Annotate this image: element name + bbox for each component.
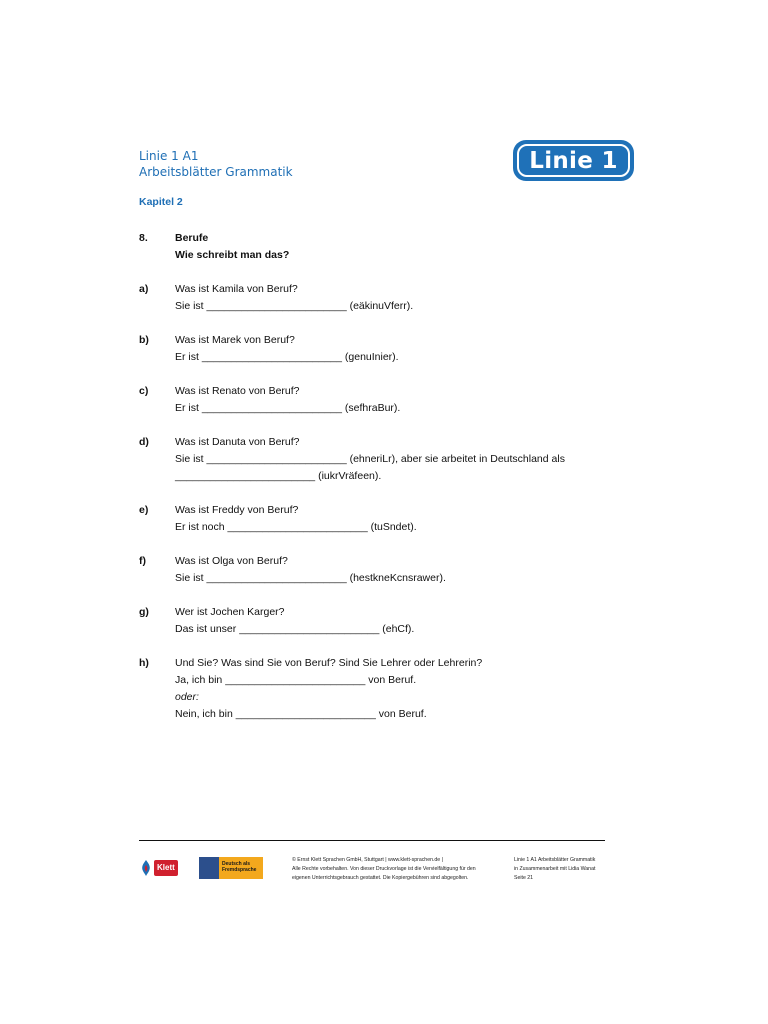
question-line: Was ist Freddy von Beruf? bbox=[175, 504, 299, 516]
exercise-heading bbox=[139, 230, 619, 264]
chapter-heading: Kapitel 2 bbox=[139, 196, 183, 208]
exercise-item-f bbox=[139, 553, 619, 587]
exercise-item-g bbox=[139, 604, 619, 638]
klett-flame-icon bbox=[140, 859, 152, 877]
question-line: Was ist Olga von Beruf? bbox=[175, 555, 288, 567]
page-info: Linie 1 A1 Arbeitsblätter Grammatik in Zusammenarbeit mit Lidia Wanat Seite 21 bbox=[514, 856, 614, 883]
worksheet-title: Arbeitsblätter Grammatik bbox=[139, 165, 293, 179]
question-line: Was ist Marek von Beruf? bbox=[175, 334, 295, 346]
item-marker: h) bbox=[139, 657, 149, 669]
daf-logo-label: Deutsch als Fremdsprache bbox=[219, 857, 263, 879]
item-marker: g) bbox=[139, 606, 149, 618]
item-marker: d) bbox=[139, 436, 149, 448]
question-line: Was ist Kamila von Beruf? bbox=[175, 283, 298, 295]
answer-line: Er ist ________________________ (sefhraBur). bbox=[175, 402, 401, 414]
exercise-item-d bbox=[139, 434, 619, 485]
item-marker: b) bbox=[139, 334, 149, 346]
logo-text: Linie 1 bbox=[517, 144, 630, 177]
answer-line: Er ist noch ________________________ (tuSndet). bbox=[175, 521, 417, 533]
copyright-notice: © Ernst Klett Sprachen GmbH, Stuttgart | www.klett-sprachen.de | Alle Rechte vorbehalten. Von dieser Druckvorlage ist die Vervielfältigung für den eigenen Unterrichtsgebrauch gestattet. Die Kopiergebühren sind abgegolten. bbox=[292, 857, 476, 881]
answer-line: Sie ist ________________________ (hestkneKcnsrawer). bbox=[175, 572, 446, 584]
question-line: Wer ist Jochen Karger? bbox=[175, 606, 285, 618]
exercise-item-c bbox=[139, 383, 619, 417]
klett-logo bbox=[140, 857, 180, 879]
page-number: Seite 21 bbox=[514, 875, 534, 881]
answer-line: Ja, ich bin ________________________ von Beruf. bbox=[175, 674, 417, 686]
exercise-instruction: Wie schreibt man das? bbox=[175, 249, 290, 261]
answer-line: Nein, ich bin ________________________ von Beruf. bbox=[175, 708, 427, 720]
daf-logo bbox=[199, 857, 263, 879]
footer-divider bbox=[139, 840, 605, 841]
document-header bbox=[139, 148, 293, 180]
question-line: Was ist Renato von Beruf? bbox=[175, 385, 300, 397]
item-marker: e) bbox=[139, 504, 149, 516]
answer-line: Sie ist ________________________ (eäkinuVferr). bbox=[175, 300, 414, 312]
answer-line: ________________________ (iukrVräfeen). bbox=[175, 470, 382, 482]
klett-wordmark: Klett bbox=[154, 860, 178, 876]
exercise-item-b bbox=[139, 332, 619, 366]
exercise-item-h bbox=[139, 655, 619, 723]
exercise-item-e bbox=[139, 502, 619, 536]
item-marker: a) bbox=[139, 283, 149, 295]
daf-logo-block-icon bbox=[199, 857, 219, 879]
exercise-title: Berufe bbox=[175, 232, 209, 244]
item-marker: f) bbox=[139, 555, 146, 567]
exercise-content bbox=[139, 230, 619, 740]
exercise-number: 8. bbox=[139, 232, 148, 244]
exercise-item-a bbox=[139, 281, 619, 315]
answer-line: Das ist unser ________________________ (ehCf). bbox=[175, 623, 415, 635]
answer-line: Sie ist ________________________ (ehneriLr), aber sie arbeitet in Deutschland als bbox=[175, 453, 565, 465]
answer-line: Er ist ________________________ (genuInier). bbox=[175, 351, 399, 363]
question-line: Und Sie? Was sind Sie von Beruf? Sind Sie Lehrer oder Lehrerin? bbox=[175, 657, 483, 669]
question-line: Was ist Danuta von Beruf? bbox=[175, 436, 300, 448]
item-marker: c) bbox=[139, 385, 149, 397]
alternative-label: oder: bbox=[175, 691, 199, 703]
linie-1-logo bbox=[513, 140, 634, 181]
course-title: Linie 1 A1 bbox=[139, 149, 199, 163]
